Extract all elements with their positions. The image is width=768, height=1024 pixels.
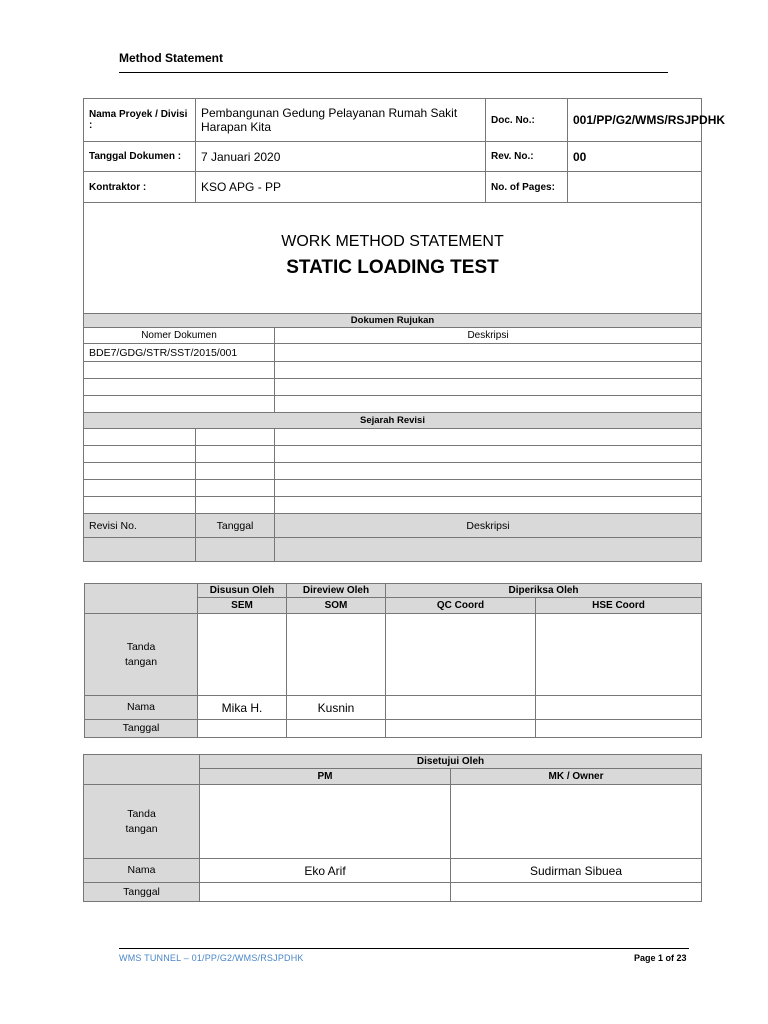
approved-by-header: Disetujui Oleh — [200, 755, 702, 769]
date-som — [287, 720, 386, 738]
revision-date — [196, 480, 275, 497]
name-row-label: Nama — [84, 859, 200, 883]
pages-label: No. of Pages: — [486, 172, 568, 203]
corner-cell — [85, 584, 198, 614]
date-owner — [451, 883, 702, 902]
checked-by-header: Diperiksa Oleh — [386, 584, 702, 598]
role-sem: SEM — [198, 598, 287, 614]
reference-number — [84, 379, 275, 396]
name-hse — [536, 696, 702, 720]
references-section-title: Dokumen Rujukan — [84, 314, 702, 328]
signature-box-hse — [536, 614, 702, 696]
document-subtitle: WORK METHOD STATEMENT — [281, 233, 504, 250]
revision-desc — [275, 497, 702, 514]
date-row-label: Tanggal — [84, 883, 200, 902]
name-sem: Mika H. — [198, 696, 287, 720]
signature-row-label: Tanda tangan — [84, 785, 200, 859]
reference-desc — [275, 379, 702, 396]
project-value: Pembangunan Gedung Pelayanan Rumah Sakit Harapan Kita — [196, 99, 486, 142]
rev-no-label: Rev. No.: — [486, 142, 568, 172]
table-row — [84, 396, 702, 413]
revision-no — [84, 463, 196, 480]
name-pm: Eko Arif — [200, 859, 451, 883]
name-som: Kusnin — [287, 696, 386, 720]
revision-empty-cell — [84, 538, 196, 562]
reference-number — [84, 396, 275, 413]
signature-row-label: Tanda tangan — [85, 614, 198, 696]
rev-no-value: 00 — [568, 142, 702, 172]
table-row — [84, 362, 702, 379]
prepared-by-header: Disusun Oleh — [198, 584, 287, 598]
contractor-value: KSO APG - PP — [196, 172, 486, 203]
revision-empty-cell — [196, 538, 275, 562]
footer-page-number: Page 1 of 23 — [634, 953, 687, 963]
doc-no-label: Doc. No.: — [486, 99, 568, 142]
references-col-number: Nomer Dokumen — [84, 328, 275, 344]
revision-date — [196, 497, 275, 514]
revision-no — [84, 429, 196, 446]
revision-col-no: Revisi No. — [84, 514, 196, 538]
role-mk-owner: MK / Owner — [451, 769, 702, 785]
signature-box-owner — [451, 785, 702, 859]
footer-divider — [119, 948, 689, 949]
revision-empty-cell — [275, 538, 702, 562]
contractor-label: Kontraktor : — [84, 172, 196, 203]
revision-desc — [275, 446, 702, 463]
document-title: STATIC LOADING TEST — [286, 257, 499, 278]
role-pm: PM — [200, 769, 451, 785]
table-row — [84, 538, 702, 562]
name-qc — [386, 696, 536, 720]
revision-date — [196, 429, 275, 446]
signature-box-qc — [386, 614, 536, 696]
date-qc — [386, 720, 536, 738]
role-hse-coord: HSE Coord — [536, 598, 702, 614]
doc-no-value: 001/PP/G2/WMS/RSJPDHK — [568, 99, 702, 142]
revision-col-desc: Deskripsi — [275, 514, 702, 538]
date-hse — [536, 720, 702, 738]
signature-box-som — [287, 614, 386, 696]
date-row-label: Tanggal — [85, 720, 198, 738]
revision-desc — [275, 480, 702, 497]
reviewed-by-header: Direview Oleh — [287, 584, 386, 598]
reference-number — [84, 362, 275, 379]
revision-no — [84, 480, 196, 497]
revision-section-title: Sejarah Revisi — [84, 413, 702, 429]
page-header-title: Method Statement — [119, 51, 224, 65]
approved-by-table — [83, 754, 702, 902]
reference-desc — [275, 396, 702, 413]
revision-date — [196, 463, 275, 480]
revision-no — [84, 446, 196, 463]
references-col-desc: Deskripsi — [275, 328, 702, 344]
document-title-block — [84, 203, 702, 314]
role-som: SOM — [287, 598, 386, 614]
pages-value — [568, 172, 702, 203]
table-row — [84, 463, 702, 480]
revision-date — [196, 446, 275, 463]
signature-box-sem — [198, 614, 287, 696]
role-qc-coord: QC Coord — [386, 598, 536, 614]
document-date-value: 7 Januari 2020 — [196, 142, 486, 172]
revision-no — [84, 497, 196, 514]
prepared-reviewed-checked-table — [84, 583, 702, 738]
table-row — [84, 379, 702, 396]
date-pm — [200, 883, 451, 902]
reference-number: BDE7/GDG/STR/SST/2015/001 — [84, 344, 275, 362]
table-row — [84, 344, 702, 362]
name-row-label: Nama — [85, 696, 198, 720]
reference-desc — [275, 344, 702, 362]
document-date-label: Tanggal Dokumen : — [84, 142, 196, 172]
signature-box-pm — [200, 785, 451, 859]
document-info-table — [83, 98, 726, 562]
table-row — [84, 446, 702, 463]
revision-desc — [275, 463, 702, 480]
table-row — [84, 480, 702, 497]
reference-desc — [275, 362, 702, 379]
project-label: Nama Proyek / Divisi : — [84, 99, 196, 142]
table-row — [84, 497, 702, 514]
corner-cell — [84, 755, 200, 785]
revision-col-date: Tanggal — [196, 514, 275, 538]
date-sem — [198, 720, 287, 738]
table-row — [84, 429, 702, 446]
revision-desc — [275, 429, 702, 446]
footer-doc-ref: WMS TUNNEL – 01/PP/G2/WMS/RSJPDHK — [119, 953, 304, 963]
name-owner: Sudirman Sibuea — [451, 859, 702, 883]
header-divider — [119, 72, 668, 73]
